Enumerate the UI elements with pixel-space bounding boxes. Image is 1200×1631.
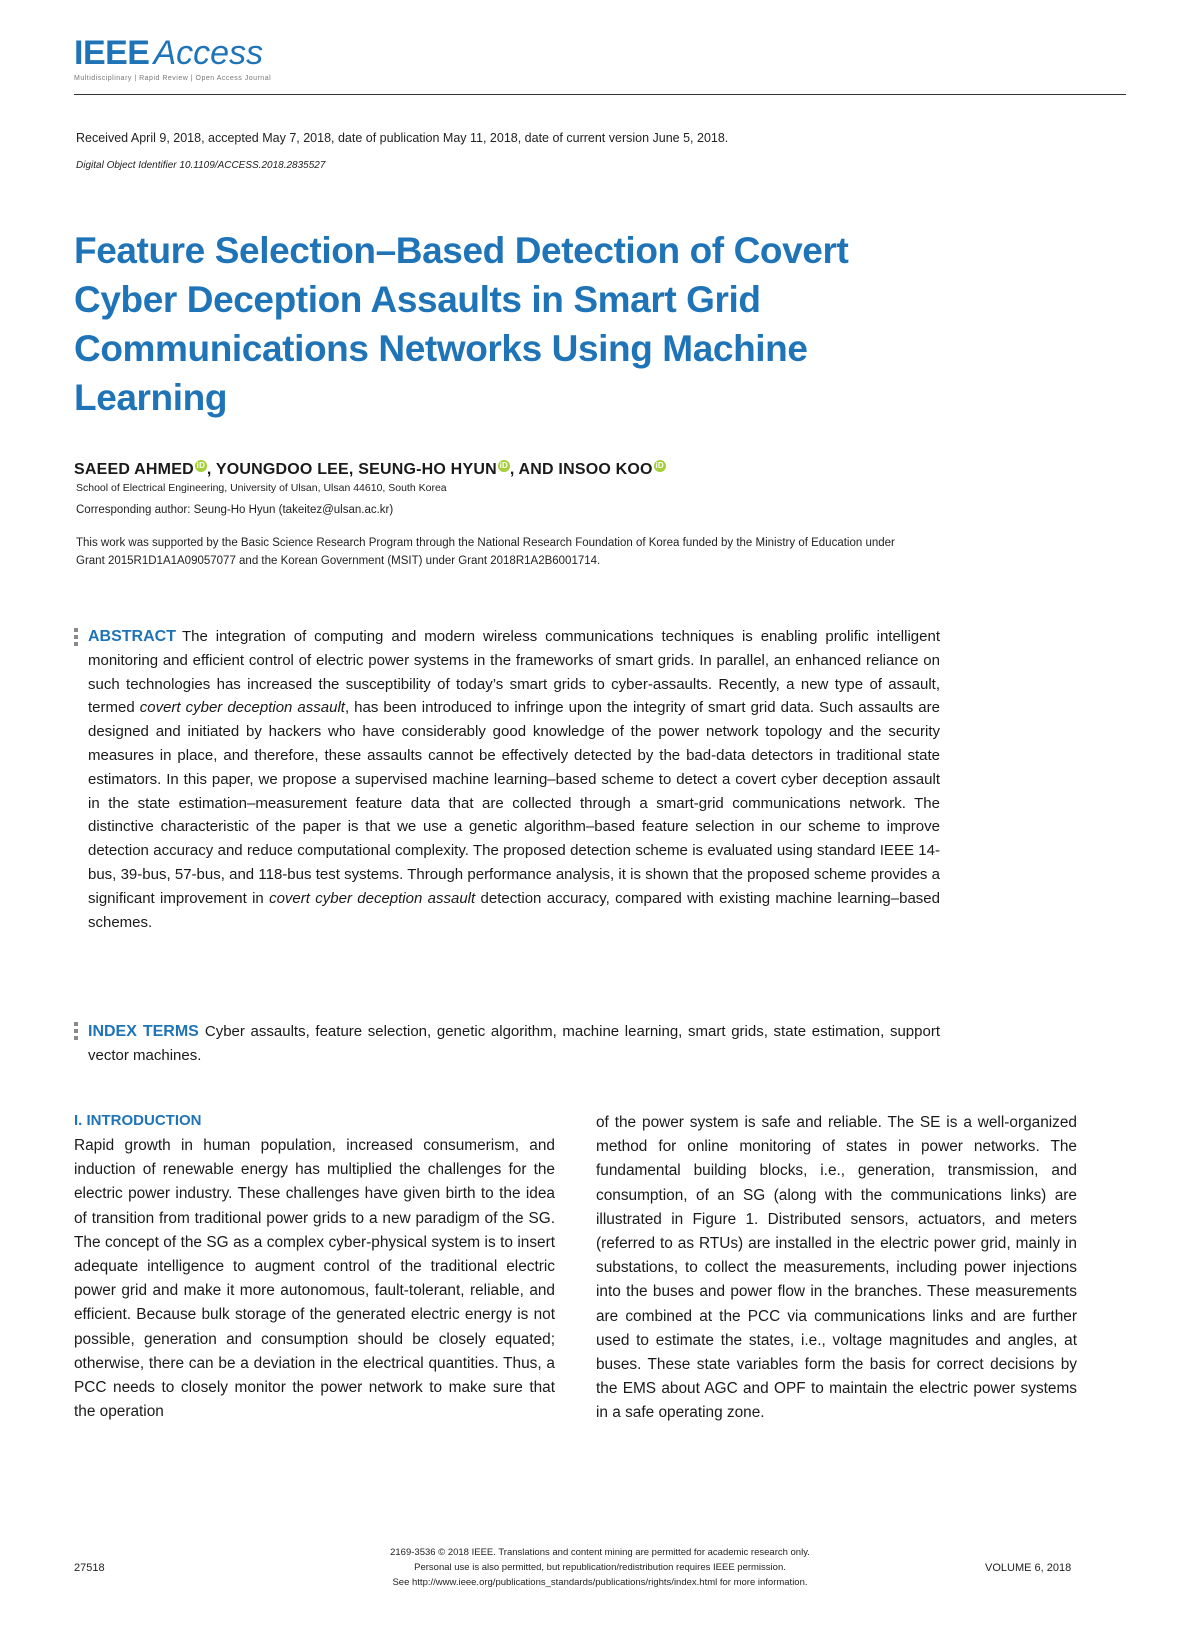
corresponding-author: Corresponding author: Seung-Ho Hyun (takeitez@ulsan.ac.kr) <box>76 504 394 516</box>
paper-title: Feature Selection–Based Detection of Covert Cyber Deception Assaults in Smart Grid Communications Networks Using Machine Learning <box>74 230 849 418</box>
header-divider <box>74 94 1126 95</box>
doi: Digital Object Identifier 10.1109/ACCESS.2018.2835527 <box>76 160 326 171</box>
publication-history: Received April 9, 2018, accepted May 7, 2018, date of publication May 11, 2018, date of current version June 5, 2018. <box>76 131 729 145</box>
introduction-left-column: Rapid growth in human population, increased consumerism, and induction of renewable energy has multiplied the challenges for the electric power industry. These challenges have given birth to the idea of transition from traditional power grids to a new paradigm of the SG. The concept of the SG as a complex cyber-physical system is to insert adequate intelligence to augment control of the traditional electric power grid and make it more autonomous, fault-tolerant, reliable, and efficient. Because bulk storage of the generated electric energy is not possible, generation and consumption should be closely equated; otherwise, there can be a deviation in the electrical quantities. Thus, a PCC needs to closely monitor the power network to make sure that the operation <box>74 1137 555 1421</box>
section-marker-icon <box>74 628 78 649</box>
journal-masthead <box>74 36 374 82</box>
author-name: , YOUNGDOO LEE, SEUNG-HO HYUN <box>206 461 497 478</box>
introduction-right-column: of the power system is safe and reliable. The SE is a well-organized method for online monitoring of states in power networks. The fundamental building blocks, i.e., generation, transmission, and consumption, of an SG (along with the communications links) are illustrated in Figure 1. Distributed sensors, actuators, and meters (referred to as RTUs) are installed in the electric power grid, mainly in substations, to collect the measurements, including power injections into the buses and power flow in the branches. These measurements are combined at the PCC via communications links and are further used to estimate the states, i.e., voltage magnitudes and angles, at buses. These state variables form the basis for correct decisions by the EMS about AGC and OPF to maintain the electric power systems in a safe operating zone. <box>596 1114 1077 1422</box>
affiliation: School of Electrical Engineering, University of Ulsan, Ulsan 44610, South Korea <box>76 482 447 494</box>
author-list <box>74 460 666 479</box>
abstract-label: ABSTRACT <box>88 628 176 645</box>
section-heading-introduction: I. INTRODUCTION <box>74 1112 202 1129</box>
journal-tagline: Multidisciplinary | Rapid Review | Open Access Journal <box>74 75 272 82</box>
funding-statement: This work was supported by the Basic Science Research Program through the National Research Foundation of Korea funded by the Ministry of Education under Grant 2015R1D1A1A09057077 and the Korean Government (MSIT) under Grant 2018R1A2B6001714. <box>76 537 895 567</box>
page-number: 27518 <box>74 1562 105 1574</box>
section-marker-icon <box>74 1022 78 1043</box>
copyright-notice: 2169-3536 © 2018 IEEE. Translations and content mining are permitted for academic research only. Personal use is also permitted, but republication/redistribution requires IEEE permission. See http://www.ieee.org/publications_standards/publications/rights/index.html for more information. <box>390 1547 810 1588</box>
author-name: , AND INSOO KOO <box>509 461 653 478</box>
abstract: ABSTRACT The integration of computing and modern wireless communications techniques is enabling prolific intelligent monitoring and efficient control of electric power systems in the frameworks of smart grids. In parallel, an enhanced reliance on such technologies has increased the susceptibility of today’s smart grids to cyber-assaults. Recently, a new type of assault, termed covert cyber deception assault, has been introduced to infringe upon the integrity of smart grid data. Such assaults are designed and initiated by hackers who have considerably good knowledge of the power network topology and the security measures in place, and therefore, these assaults cannot be effectively detected by the bad-data detectors in traditional state estimators. In this paper, we propose a supervised machine learning–based scheme to detect a covert cyber deception assault in the state estimation–measurement feature data that are collected through a smart-grid communications network. The distinctive characteristic of the paper is that we use a genetic algorithm–based feature selection in our scheme to improve detection accuracy and reduce computational complexity. The proposed detection scheme is evaluated using standard IEEE 14-bus, 39-bus, 57-bus, and 118-bus test systems. Through performance analysis, it is shown that the proposed scheme provides a significant improvement in covert cyber deception assault detection accuracy, compared with existing machine learning–based schemes. <box>88 628 940 931</box>
volume-info: VOLUME 6, 2018 <box>985 1562 1072 1574</box>
orcid-icon[interactable]: iD <box>655 461 664 470</box>
index-terms: INDEX TERMS Cyber assaults, feature selection, genetic algorithm, machine learning, smart grids, state estimation, support vector machines. <box>88 1023 941 1064</box>
orcid-icon[interactable]: iD <box>499 461 509 470</box>
author-name: SAEED AHMED <box>74 461 194 478</box>
orcid-icon[interactable]: iD <box>196 461 206 470</box>
index-terms-label: INDEX TERMS <box>88 1023 199 1040</box>
journal-logo: IEEE Access <box>74 34 264 72</box>
